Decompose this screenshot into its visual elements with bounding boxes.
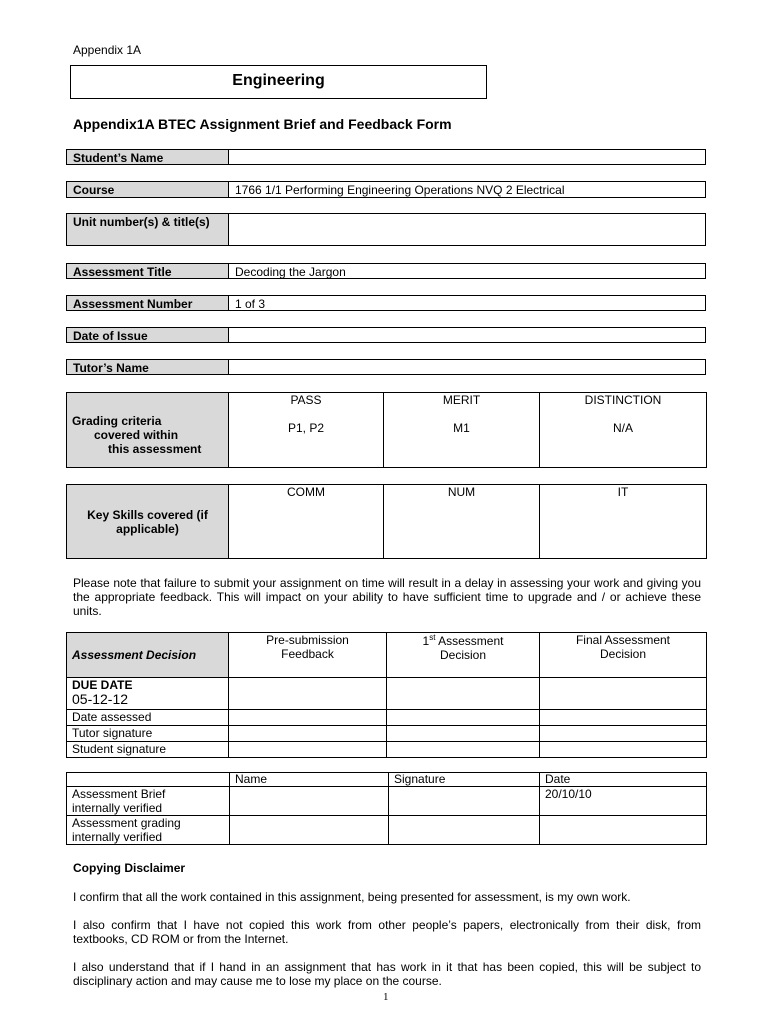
disclaimer-title: Copying Disclaimer — [73, 861, 186, 875]
comm-cell[interactable] — [229, 485, 384, 559]
brief-verified-date-cell[interactable]: 20/10/10 — [540, 787, 707, 816]
tutor-signature-final-cell[interactable] — [540, 726, 707, 742]
grading-label-line1: Grading criteria — [72, 414, 162, 428]
num-header: NUM — [447, 485, 476, 499]
brief-verified-label — [67, 787, 230, 816]
tutor-signature-first-cell[interactable] — [387, 726, 540, 742]
assessment-number-row — [66, 295, 706, 311]
page-number: 1 — [383, 991, 389, 1003]
assessment-decision-label: Assessment Decision — [67, 633, 229, 678]
course-field[interactable]: 1766 1/1 Performing Engineering Operations NVQ 2 Electrical — [235, 183, 565, 197]
student-name-field[interactable] — [229, 150, 705, 164]
verification-name-header: Name — [230, 773, 389, 787]
pass-header: PASS — [290, 393, 322, 407]
key-skills-table — [66, 484, 707, 559]
grading-table — [66, 392, 707, 468]
unit-label: Unit number(s) & title(s) — [67, 214, 229, 245]
merit-value: M1 — [453, 421, 470, 435]
page-heading: Engineering — [232, 72, 325, 89]
distinction-cell[interactable] — [540, 393, 707, 468]
verification-table — [66, 772, 707, 845]
pre-submission-line1: Pre-submission — [266, 633, 349, 647]
verification-corner-cell — [67, 773, 230, 787]
pass-cell[interactable] — [229, 393, 384, 468]
grading-label-line3: this assessment — [108, 442, 202, 456]
merit-header: MERIT — [442, 393, 481, 407]
pre-submission-header — [229, 633, 387, 678]
assessment-number-label: Assessment Number — [67, 296, 229, 310]
due-date-value: 05-12-12 — [72, 691, 129, 707]
grading-verified-date-cell[interactable] — [540, 816, 707, 845]
brief-verified-signature-cell[interactable] — [389, 787, 540, 816]
date-of-issue-row — [66, 327, 706, 343]
first-assessment-header — [387, 633, 540, 678]
date-of-issue-label: Date of Issue — [67, 328, 229, 342]
assessment-title-label: Assessment Title — [67, 264, 229, 278]
due-final-cell[interactable] — [540, 678, 707, 710]
tutor-name-label: Tutor’s Name — [67, 360, 229, 374]
tutor-name-row — [66, 359, 706, 375]
assessment-title-row — [66, 263, 706, 279]
tutor-name-field[interactable] — [229, 360, 705, 374]
student-name-row — [66, 149, 706, 165]
grading-verified-name-cell[interactable] — [230, 816, 389, 845]
grading-verified-signature-cell[interactable] — [389, 816, 540, 845]
first-assessment-line1: 1st Assessment — [422, 633, 504, 648]
due-date-label: DUE DATE — [72, 678, 133, 692]
brief-verified-name-cell[interactable] — [230, 787, 389, 816]
disclaimer-paragraph-3: I also understand that if I hand in an assignment that has work in it that has been copied, this will be subject to disciplinary action and may cause me to lose my place on the course. — [73, 960, 701, 988]
final-assessment-line1: Final Assessment — [575, 633, 671, 647]
merit-cell[interactable] — [384, 393, 540, 468]
pass-value: P1, P2 — [287, 421, 325, 435]
brief-verified-line2: internally verified — [72, 801, 163, 815]
comm-header: COMM — [287, 485, 325, 499]
it-cell[interactable] — [540, 485, 707, 559]
assessment-number-field[interactable]: 1 of 3 — [235, 297, 266, 311]
disclaimer-paragraph-1: I confirm that all the work contained in this assignment, being presented for assessment, is my own work. — [73, 890, 631, 904]
late-submission-notice: Please note that failure to submit your assignment on time will result in a delay in assessing your work and giving you the appropriate feedback. This will impact on your ability to have sufficient time to upgrade and / or achieve these units. — [73, 576, 701, 618]
key-skills-label-line1: Key Skills covered (if — [87, 507, 208, 522]
due-pre-submission-cell[interactable] — [229, 678, 387, 710]
course-row — [66, 181, 706, 198]
grading-verified-line2: internally verified — [72, 830, 163, 844]
verification-signature-header: Signature — [389, 773, 540, 787]
unit-row — [66, 213, 706, 246]
key-skills-label-cell — [67, 485, 229, 559]
first-assessment-line2: Decision — [439, 648, 487, 662]
form-title: Appendix1A BTEC Assignment Brief and Feedback Form — [73, 116, 452, 132]
grading-verified-label — [67, 816, 230, 845]
tutor-signature-pre-cell[interactable] — [229, 726, 387, 742]
assessment-decision-table — [66, 632, 707, 758]
key-skills-label-line2: applicable) — [116, 521, 179, 536]
assessment-title-field[interactable]: Decoding the Jargon — [235, 265, 346, 279]
date-assessed-pre-cell[interactable] — [229, 710, 387, 726]
tutor-signature-label: Tutor signature — [67, 726, 229, 742]
date-assessed-label: Date assessed — [67, 710, 229, 726]
pre-submission-line2: Feedback — [281, 647, 334, 661]
student-name-label: Student’s Name — [67, 150, 229, 164]
student-signature-first-cell[interactable] — [387, 742, 540, 758]
date-assessed-final-cell[interactable] — [540, 710, 707, 726]
appendix-label: Appendix 1A — [73, 43, 142, 57]
grading-label-line2: covered within — [94, 428, 179, 442]
num-cell[interactable] — [384, 485, 540, 559]
date-of-issue-field[interactable] — [229, 328, 705, 342]
disclaimer-paragraph-2: I also confirm that I have not copied this work from other people’s papers, electronically from their disk, from textbooks, CD ROM or from the Internet. — [73, 918, 701, 946]
verification-date-header: Date — [540, 773, 707, 787]
date-assessed-first-cell[interactable] — [387, 710, 540, 726]
final-assessment-line2: Decision — [599, 647, 647, 661]
student-signature-label: Student signature — [67, 742, 229, 758]
final-assessment-header — [540, 633, 707, 678]
student-signature-final-cell[interactable] — [540, 742, 707, 758]
student-signature-pre-cell[interactable] — [229, 742, 387, 758]
grading-label-cell — [67, 393, 229, 468]
due-first-assessment-cell[interactable] — [387, 678, 540, 710]
due-date-cell — [67, 678, 229, 710]
distinction-value: N/A — [612, 421, 633, 435]
course-label: Course — [67, 182, 229, 197]
heading-box — [70, 65, 487, 99]
it-header: IT — [617, 485, 629, 499]
unit-field[interactable] — [229, 214, 705, 245]
grading-verified-line1: Assessment grading — [72, 816, 181, 830]
brief-verified-line1: Assessment Brief — [72, 787, 166, 801]
distinction-header: DISTINCTION — [584, 393, 662, 407]
